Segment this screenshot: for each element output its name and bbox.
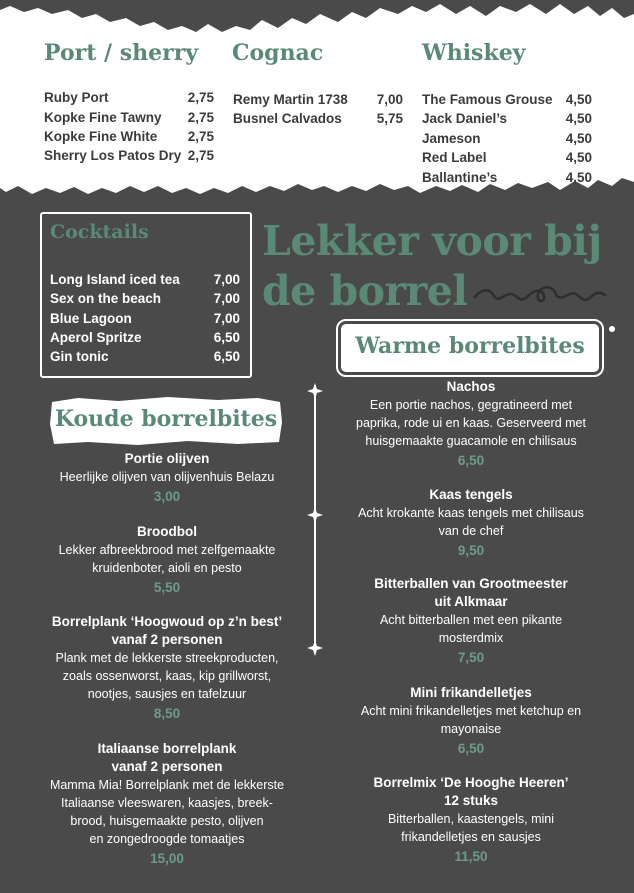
- menu-item: [50, 311, 240, 326]
- item-price: 4,50: [565, 150, 592, 165]
- menu-item: [44, 148, 214, 163]
- port-sherry-title: Port / sherry: [44, 40, 199, 66]
- koud-item-italiaanse-borrelplank: [34, 740, 300, 869]
- item-name-line-2: uit Alkmaar: [434, 594, 508, 609]
- item-desc-line: van de chef: [438, 524, 504, 538]
- menu-item: [233, 111, 403, 126]
- item-price: 3,00: [153, 489, 181, 504]
- flourish-ornament: [472, 282, 608, 308]
- item-price: 2,75: [187, 90, 214, 105]
- menu-item: [422, 92, 592, 107]
- item-price: 4,50: [565, 170, 592, 185]
- item-price: 6,50: [213, 330, 240, 345]
- item-price: 4,50: [565, 111, 592, 126]
- warm-item-borrelmix: [336, 774, 606, 867]
- item-desc-line: Plank met de lekkerste streekproducten,: [55, 651, 279, 665]
- item-price: 7,00: [213, 311, 240, 326]
- item-desc-line: Italiaanse vleeswaren, kaasjes, breek-: [61, 796, 273, 810]
- item-price: 6,50: [457, 453, 485, 468]
- item-price: 4,50: [565, 131, 592, 146]
- menu-item: [50, 330, 240, 345]
- warm-item-nachos: [336, 378, 606, 471]
- headline-line-2: de borrel: [262, 267, 468, 315]
- item-name: Mini frikandelletjes: [410, 685, 532, 700]
- item-name: Italiaanse borrelplank: [97, 741, 237, 756]
- item-name: Remy Martin 1738: [233, 92, 348, 107]
- cognac-title: Cognac: [232, 40, 324, 66]
- item-name: The Famous Grouse: [422, 92, 553, 107]
- item-name: Kopke Fine White: [44, 129, 158, 144]
- item-name: Busnel Calvados: [233, 111, 342, 126]
- item-price: 7,00: [213, 272, 240, 287]
- item-price: 7,00: [376, 92, 403, 107]
- item-desc-line: Acht mini frikandelletjes met ketchup en: [360, 704, 582, 718]
- item-name: Jameson: [422, 131, 481, 146]
- item-desc-line: brood, huisgemaakte pesto, olijven: [70, 814, 264, 828]
- item-desc-line: paprika, rode ui en kaas. Geserveerd met: [356, 416, 586, 430]
- menu-item: [50, 291, 240, 306]
- item-price: 15,00: [150, 851, 184, 866]
- item-price: 4,50: [565, 92, 592, 107]
- star-ornament: [307, 640, 323, 656]
- menu-item: [50, 272, 240, 287]
- koud-item-borrelplank: [34, 613, 300, 724]
- item-name: Red Label: [422, 150, 487, 165]
- item-price: 6,50: [457, 741, 485, 756]
- item-desc-line: Mamma Mia! Borrelplank met de lekkerste: [49, 778, 285, 792]
- item-price: 5,75: [376, 111, 403, 126]
- star-ornament: [307, 507, 323, 523]
- item-name-line-2: vanaf 2 personen: [111, 759, 223, 774]
- item-desc-line: kruidenboter, aioli en pesto: [92, 561, 242, 575]
- item-desc-line: Acht bitterballen met een pikante: [379, 613, 563, 627]
- menu-item: [44, 90, 214, 105]
- menu-item: [44, 110, 214, 125]
- cocktails-title: Cocktails: [50, 221, 149, 243]
- item-name: Gin tonic: [50, 349, 109, 364]
- item-name: Broodbol: [137, 524, 197, 539]
- item-name: Ballantine’s: [422, 170, 498, 185]
- item-name: Jack Daniel’s: [422, 111, 508, 126]
- menu-item: [44, 129, 214, 144]
- item-name: Blue Lagoon: [50, 311, 132, 326]
- item-desc-line: Heerlijke olijven van olijvenhuis Belazu: [59, 470, 275, 484]
- item-desc-line: Bitterballen, kaastengels, mini: [387, 812, 555, 826]
- item-price: 6,50: [213, 349, 240, 364]
- item-desc-line: huisgemaakte guacamole en chilisaus: [365, 434, 577, 448]
- menu-item: [422, 111, 592, 126]
- warm-item-kaas-tengels: [336, 486, 606, 561]
- warm-item-bitterballen: [336, 575, 606, 668]
- item-price: 2,75: [187, 129, 214, 144]
- item-desc-line: zoals ossenworst, kaas, kip grillworst,: [62, 669, 272, 683]
- item-price: 5,50: [153, 580, 181, 595]
- menu-item: [50, 349, 240, 364]
- item-name: Ruby Port: [44, 90, 109, 105]
- item-name: Borrelplank ‘Hoogwoud op z’n best’: [51, 614, 283, 629]
- item-price: 2,75: [187, 148, 214, 163]
- item-name-line-2: vanaf 2 personen: [111, 632, 223, 647]
- item-desc-line: mayonaise: [440, 722, 502, 736]
- item-desc-line: nootjes, sausjes en tafelzuur: [87, 687, 247, 701]
- item-name: Kaas tengels: [429, 487, 513, 502]
- item-name: Nachos: [446, 379, 496, 394]
- item-desc-line: Lekker afbreekbrood met zelfgemaakte: [58, 543, 276, 557]
- menu-item: [422, 170, 592, 185]
- koud-section-title: Koude borrelbites: [54, 406, 278, 432]
- item-desc-line: Een portie nachos, gegratineerd met: [369, 398, 573, 412]
- item-price: 7,50: [457, 650, 485, 665]
- item-price: 7,00: [213, 291, 240, 306]
- whiskey-title: Whiskey: [422, 40, 526, 66]
- item-name: Bitterballen van Grootmeester: [374, 576, 568, 591]
- koud-item-broodbol: [34, 523, 300, 598]
- headline-line-1: Lekker voor bij: [262, 217, 602, 265]
- menu-item: [422, 131, 592, 146]
- item-name-line-2: 12 stuks: [443, 793, 499, 808]
- item-name: Borrelmix ‘De Hooghe Heeren’: [373, 775, 569, 790]
- warm-section-title: Warme borrelbites: [355, 333, 585, 359]
- item-name: Sex on the beach: [50, 291, 162, 306]
- item-name: Sherry Los Patos Dry: [44, 148, 182, 163]
- item-desc-line: frikandelletjes en sausjes: [401, 830, 541, 844]
- warm-item-mini-frikandelletjes: [336, 684, 606, 759]
- koud-item-olijven: [34, 450, 300, 507]
- item-price: 2,75: [187, 110, 214, 125]
- menu-item: [422, 150, 592, 165]
- item-name: Kopke Fine Tawny: [44, 110, 162, 125]
- item-desc-line: en zongedroogde tomaatjes: [89, 832, 245, 846]
- item-price: 8,50: [153, 706, 181, 721]
- star-ornament: [307, 383, 323, 399]
- item-price: 9,50: [457, 543, 485, 558]
- menu-item: [233, 92, 403, 107]
- item-name: Portie olijven: [124, 451, 210, 466]
- item-name: Long Island iced tea: [50, 272, 180, 287]
- dot-ornament: [609, 326, 615, 332]
- item-name: Aperol Spritze: [50, 330, 142, 345]
- item-desc-line: Acht krokante kaas tengels met chilisaus: [358, 506, 584, 520]
- item-price: 11,50: [454, 849, 488, 864]
- item-desc-line: mosterdmix: [438, 631, 504, 645]
